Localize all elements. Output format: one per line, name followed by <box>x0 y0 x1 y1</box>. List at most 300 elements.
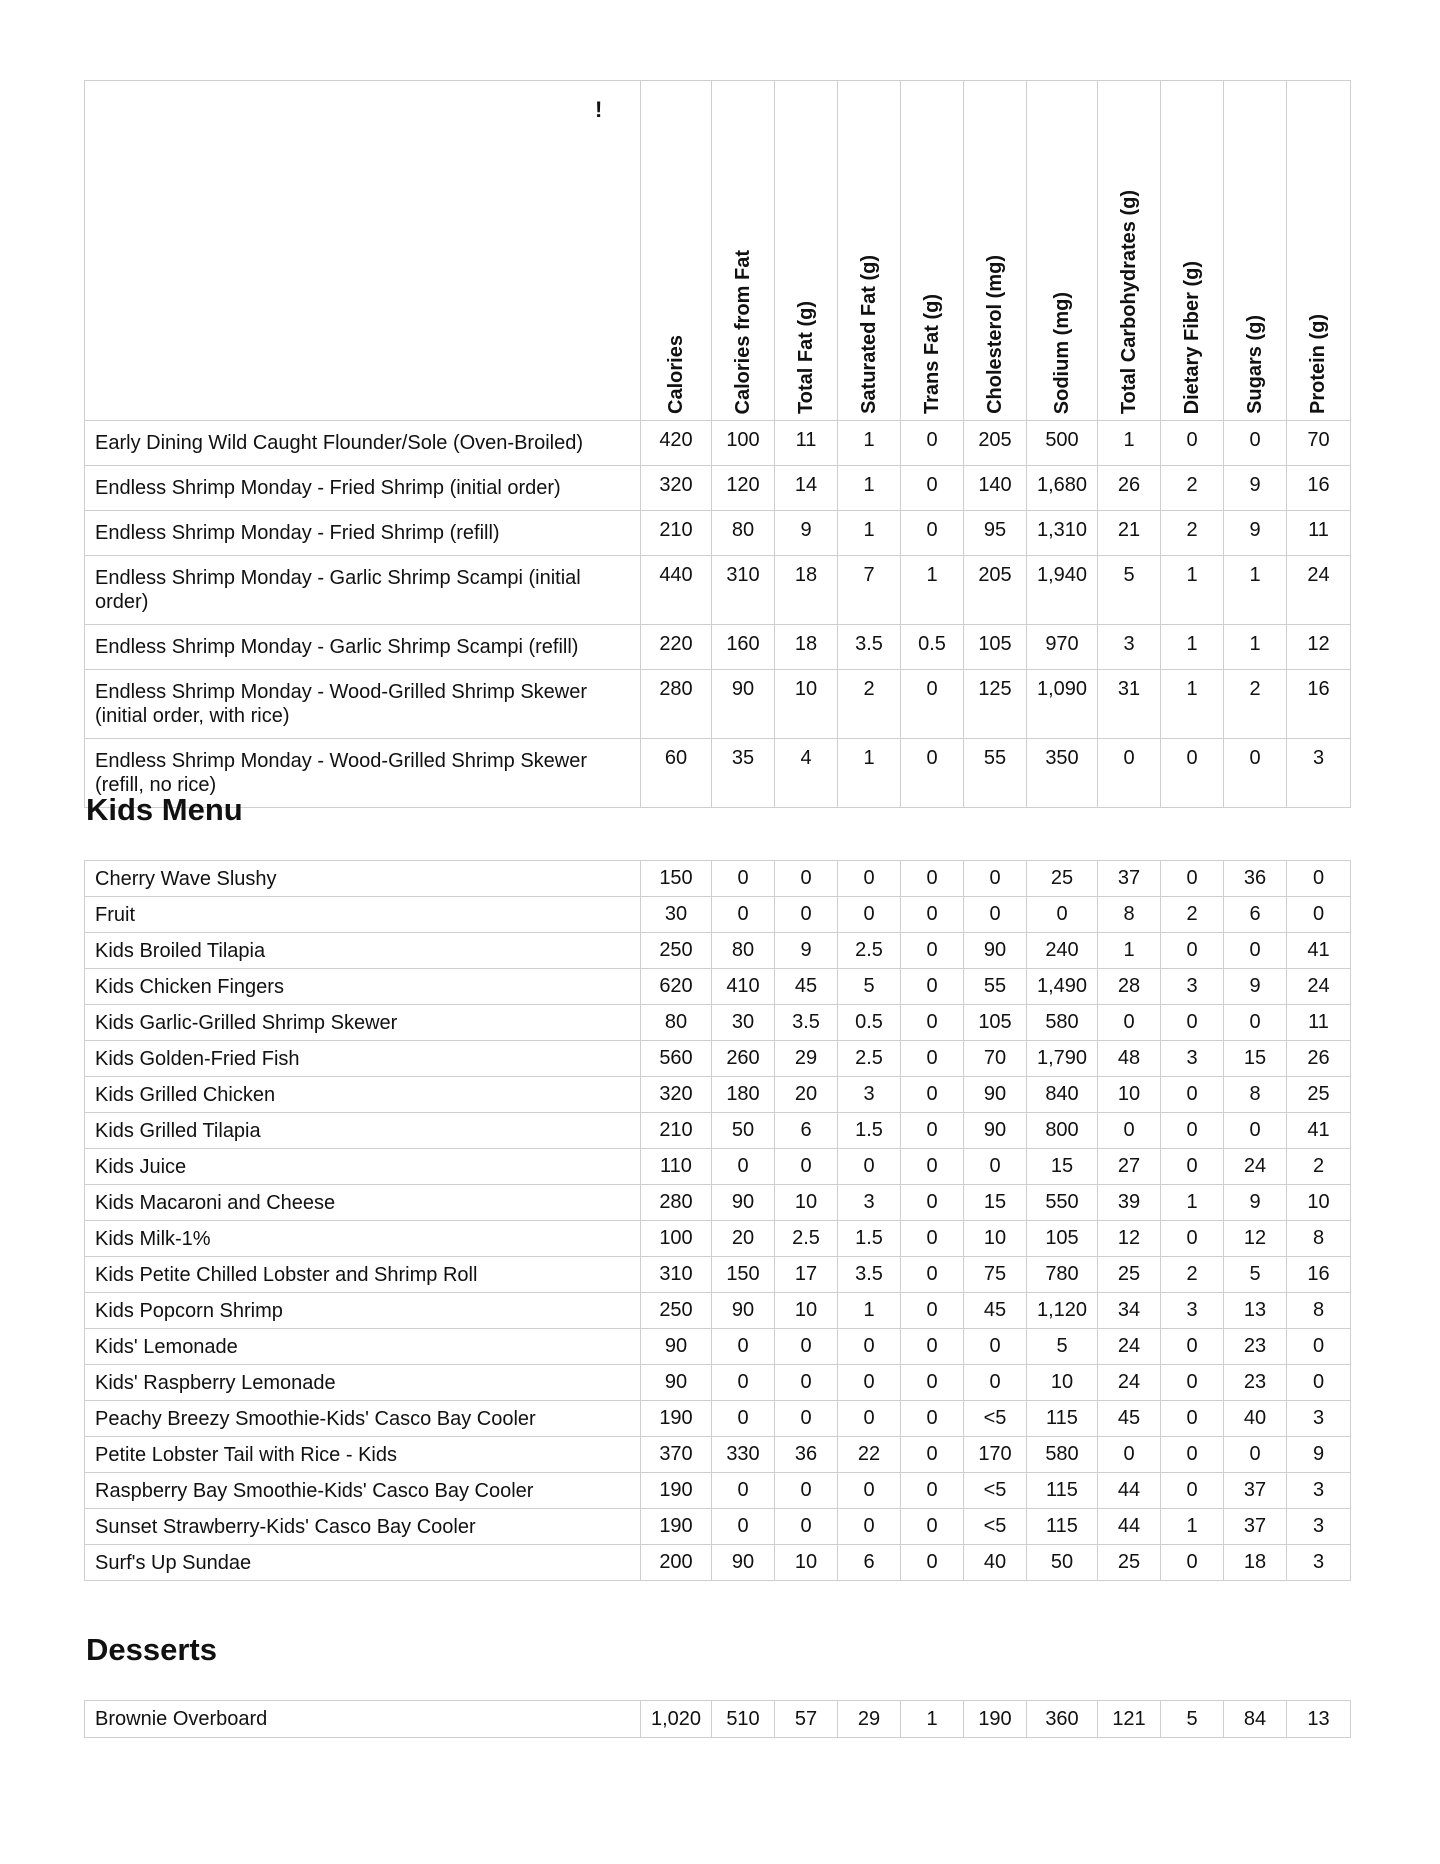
nutrient-value-cell: 16 <box>1287 670 1351 739</box>
nutrient-value-cell: 24 <box>1287 969 1351 1005</box>
column-header-label: Dietary Fiber (g) <box>1180 260 1203 414</box>
nutrient-value-cell: 280 <box>641 1185 712 1221</box>
nutrient-value-cell: 36 <box>775 1437 838 1473</box>
nutrient-value-cell: 0 <box>838 1473 901 1509</box>
nutrient-value-cell: 0 <box>1161 1149 1224 1185</box>
nutrient-value-cell: 0 <box>712 897 775 933</box>
nutrient-value-cell: 90 <box>641 1365 712 1401</box>
nutrient-value-cell: 1 <box>901 556 964 625</box>
nutrient-value-cell: 105 <box>964 625 1027 670</box>
table-row <box>85 1185 1351 1221</box>
table-row <box>85 1257 1351 1293</box>
nutrient-value-cell: 0 <box>901 897 964 933</box>
nutrient-value-cell: 3 <box>1161 1041 1224 1077</box>
nutrient-value-cell: 90 <box>964 933 1027 969</box>
nutrient-value-cell: 10 <box>1098 1077 1161 1113</box>
nutrient-value-cell: 0 <box>901 1041 964 1077</box>
item-name-cell: Sunset Strawberry-Kids' Casco Bay Cooler <box>85 1509 641 1545</box>
item-name-cell: Endless Shrimp Monday - Wood-Grilled Shrimp Skewer (initial order, with rice) <box>85 670 641 739</box>
nutrient-value-cell: 110 <box>641 1149 712 1185</box>
column-header <box>1287 81 1351 421</box>
nutrient-value-cell: 0 <box>775 1329 838 1365</box>
nutrient-value-cell: 0.5 <box>901 625 964 670</box>
nutrient-value-cell: 160 <box>712 625 775 670</box>
item-name-cell: Kids Juice <box>85 1149 641 1185</box>
table-row <box>85 739 1351 808</box>
item-name-cell: Endless Shrimp Monday - Fried Shrimp (refill) <box>85 511 641 556</box>
nutrient-value-cell: 30 <box>641 897 712 933</box>
column-header-label: Calories from Fat <box>731 249 754 414</box>
item-name-cell: Kids Popcorn Shrimp <box>85 1293 641 1329</box>
column-header <box>1098 81 1161 421</box>
nutrient-value-cell: 90 <box>712 670 775 739</box>
nutrient-value-cell: 3 <box>1287 1545 1351 1581</box>
nutrient-value-cell: 45 <box>1098 1401 1161 1437</box>
nutrient-value-cell: 0 <box>1224 933 1287 969</box>
item-name-cell: Kids Broiled Tilapia <box>85 933 641 969</box>
nutrient-value-cell: 18 <box>775 625 838 670</box>
nutrient-value-cell: 3 <box>838 1185 901 1221</box>
nutrient-value-cell: 23 <box>1224 1365 1287 1401</box>
nutrient-value-cell: 0 <box>901 861 964 897</box>
nutrient-value-cell: 0 <box>1161 421 1224 466</box>
nutrient-value-cell: 410 <box>712 969 775 1005</box>
column-header-row <box>85 81 1351 421</box>
nutrient-value-cell: 0 <box>838 1149 901 1185</box>
nutrient-value-cell: 15 <box>964 1185 1027 1221</box>
nutrient-value-cell: 205 <box>964 421 1027 466</box>
nutrient-value-cell: 0 <box>1161 1473 1224 1509</box>
nutrient-value-cell: 10 <box>775 1185 838 1221</box>
nutrient-value-cell: 1,120 <box>1027 1293 1098 1329</box>
table-row <box>85 1113 1351 1149</box>
nutrient-value-cell: 6 <box>838 1545 901 1581</box>
nutrient-value-cell: 20 <box>712 1221 775 1257</box>
nutrient-value-cell: 2 <box>1224 670 1287 739</box>
table-row <box>85 1545 1351 1581</box>
item-name-cell: Kids Golden-Fried Fish <box>85 1041 641 1077</box>
table-row <box>85 1701 1351 1738</box>
nutrient-value-cell: 121 <box>1098 1701 1161 1738</box>
nutrient-value-cell: 0 <box>901 466 964 511</box>
nutrient-value-cell: 90 <box>712 1545 775 1581</box>
nutrient-value-cell: 27 <box>1098 1149 1161 1185</box>
item-name-cell: Raspberry Bay Smoothie-Kids' Casco Bay Cooler <box>85 1473 641 1509</box>
exclamation-mark: ! <box>595 97 603 122</box>
table-row <box>85 897 1351 933</box>
nutrient-value-cell: 1,790 <box>1027 1041 1098 1077</box>
nutrient-value-cell: 840 <box>1027 1077 1098 1113</box>
nutrient-value-cell: 4 <box>775 739 838 808</box>
table-row <box>85 1401 1351 1437</box>
nutrient-value-cell: 3 <box>1287 739 1351 808</box>
item-name-cell: Kids Petite Chilled Lobster and Shrimp Roll <box>85 1257 641 1293</box>
nutrient-value-cell: 580 <box>1027 1437 1098 1473</box>
kids-menu-heading: Kids Menu <box>86 792 243 827</box>
nutrient-value-cell: 10 <box>1287 1185 1351 1221</box>
nutrient-value-cell: 37 <box>1224 1473 1287 1509</box>
nutrient-value-cell: 10 <box>775 1293 838 1329</box>
desserts-table-body <box>85 1701 1351 1738</box>
nutrient-value-cell: 2 <box>1161 511 1224 556</box>
nutrient-value-cell: 80 <box>641 1005 712 1041</box>
nutrition-table-kids <box>84 860 1351 1581</box>
nutrient-value-cell: 1 <box>1098 421 1161 466</box>
nutrient-value-cell: 370 <box>641 1437 712 1473</box>
nutrient-value-cell: 8 <box>1224 1077 1287 1113</box>
nutrient-value-cell: 50 <box>712 1113 775 1149</box>
nutrient-value-cell: 550 <box>1027 1185 1098 1221</box>
nutrient-value-cell: 0 <box>1287 897 1351 933</box>
nutrient-value-cell: 8 <box>1287 1293 1351 1329</box>
item-name-cell: Kids' Raspberry Lemonade <box>85 1365 641 1401</box>
nutrient-value-cell: 1 <box>1224 625 1287 670</box>
nutrient-value-cell: 9 <box>775 933 838 969</box>
nutrient-value-cell: 1.5 <box>838 1113 901 1149</box>
nutrient-value-cell: 5 <box>1224 1257 1287 1293</box>
nutrient-value-cell: 205 <box>964 556 1027 625</box>
nutrient-value-cell: 5 <box>1098 556 1161 625</box>
nutrient-value-cell: 18 <box>775 556 838 625</box>
nutrient-value-cell: 16 <box>1287 1257 1351 1293</box>
nutrient-value-cell: 120 <box>712 466 775 511</box>
nutrient-value-cell: 1,020 <box>641 1701 712 1738</box>
nutrient-value-cell: 115 <box>1027 1401 1098 1437</box>
nutrient-value-cell: 1,090 <box>1027 670 1098 739</box>
nutrient-value-cell: 100 <box>641 1221 712 1257</box>
nutrient-value-cell: 0 <box>901 1401 964 1437</box>
nutrient-value-cell: 11 <box>1287 511 1351 556</box>
nutrient-value-cell: 2 <box>1161 897 1224 933</box>
nutrient-value-cell: 90 <box>641 1329 712 1365</box>
table-row <box>85 1041 1351 1077</box>
nutrient-value-cell: 1 <box>838 511 901 556</box>
nutrient-value-cell: 780 <box>1027 1257 1098 1293</box>
nutrient-value-cell: 15 <box>1224 1041 1287 1077</box>
nutrient-value-cell: 1 <box>1098 933 1161 969</box>
nutrient-value-cell: 0 <box>901 969 964 1005</box>
nutrient-value-cell: 0 <box>1224 1437 1287 1473</box>
column-header <box>712 81 775 421</box>
nutrient-value-cell: 3 <box>1287 1401 1351 1437</box>
nutrient-value-cell: 0 <box>1287 1329 1351 1365</box>
nutrient-value-cell: 190 <box>641 1473 712 1509</box>
nutrient-value-cell: 0 <box>1224 1005 1287 1041</box>
table-row <box>85 625 1351 670</box>
nutrient-value-cell: 0 <box>964 1149 1027 1185</box>
nutrient-value-cell: 0 <box>901 1221 964 1257</box>
nutrient-value-cell: 3 <box>1161 969 1224 1005</box>
nutrient-value-cell: 420 <box>641 421 712 466</box>
nutrient-value-cell: 250 <box>641 933 712 969</box>
column-header <box>901 81 964 421</box>
item-name-cell: Fruit <box>85 897 641 933</box>
nutrient-value-cell: 28 <box>1098 969 1161 1005</box>
item-name-cell: Endless Shrimp Monday - Fried Shrimp (initial order) <box>85 466 641 511</box>
nutrient-value-cell: 140 <box>964 466 1027 511</box>
nutrient-value-cell: 310 <box>641 1257 712 1293</box>
nutrient-value-cell: 0 <box>775 897 838 933</box>
nutrient-value-cell: 0 <box>1161 739 1224 808</box>
nutrient-value-cell: 0 <box>712 1149 775 1185</box>
nutrient-value-cell: 0 <box>901 1005 964 1041</box>
nutrient-value-cell: 24 <box>1224 1149 1287 1185</box>
nutrient-value-cell: 0 <box>1161 933 1224 969</box>
nutrient-value-cell: 2 <box>1161 1257 1224 1293</box>
nutrient-value-cell: 24 <box>1287 556 1351 625</box>
nutrient-value-cell: 24 <box>1098 1365 1161 1401</box>
nutrient-value-cell: 17 <box>775 1257 838 1293</box>
nutrient-value-cell: 170 <box>964 1437 1027 1473</box>
nutrient-value-cell: 440 <box>641 556 712 625</box>
nutrient-value-cell: 320 <box>641 1077 712 1113</box>
nutrient-value-cell: 0 <box>775 861 838 897</box>
nutrient-value-cell: 41 <box>1287 933 1351 969</box>
nutrition-table-desserts <box>84 1700 1351 1738</box>
nutrient-value-cell: 0 <box>712 1473 775 1509</box>
nutrient-value-cell: 0 <box>838 1509 901 1545</box>
nutrient-value-cell: 80 <box>712 933 775 969</box>
column-header-label: Sugars (g) <box>1243 315 1266 414</box>
kids-table-body <box>85 861 1351 1581</box>
nutrient-value-cell: 55 <box>964 969 1027 1005</box>
nutrient-value-cell: 45 <box>775 969 838 1005</box>
nutrient-value-cell: 0 <box>1161 1545 1224 1581</box>
nutrient-value-cell: 190 <box>641 1401 712 1437</box>
nutrient-value-cell: 250 <box>641 1293 712 1329</box>
table-row <box>85 511 1351 556</box>
nutrient-value-cell: 1.5 <box>838 1221 901 1257</box>
nutrient-value-cell: 40 <box>1224 1401 1287 1437</box>
nutrient-value-cell: 1 <box>838 421 901 466</box>
nutrient-value-cell: 23 <box>1224 1329 1287 1365</box>
nutrient-value-cell: 330 <box>712 1437 775 1473</box>
nutrient-value-cell: 3.5 <box>775 1005 838 1041</box>
nutrient-value-cell: 0 <box>1098 739 1161 808</box>
nutrient-value-cell: 3 <box>1287 1473 1351 1509</box>
nutrient-value-cell: 1 <box>1161 670 1224 739</box>
nutrient-value-cell: 10 <box>1027 1365 1098 1401</box>
nutrient-value-cell: 0 <box>1098 1437 1161 1473</box>
nutrient-value-cell: 0 <box>901 511 964 556</box>
nutrient-value-cell: 60 <box>641 739 712 808</box>
nutrient-value-cell: 9 <box>1224 511 1287 556</box>
nutrient-value-cell: 1,490 <box>1027 969 1098 1005</box>
nutrient-value-cell: 0 <box>901 1473 964 1509</box>
item-name-cell: Cherry Wave Slushy <box>85 861 641 897</box>
nutrient-value-cell: 1,310 <box>1027 511 1098 556</box>
item-name-cell: Endless Shrimp Monday - Wood-Grilled Shrimp Skewer (refill, no rice) <box>85 739 641 808</box>
item-name-cell: Kids Milk-1% <box>85 1221 641 1257</box>
nutrient-value-cell: 22 <box>838 1437 901 1473</box>
nutrient-value-cell: 11 <box>1287 1005 1351 1041</box>
nutrient-value-cell: 57 <box>775 1701 838 1738</box>
nutrient-value-cell: 500 <box>1027 421 1098 466</box>
nutrient-value-cell: 35 <box>712 739 775 808</box>
nutrient-value-cell: 220 <box>641 625 712 670</box>
nutrient-value-cell: 0 <box>1224 739 1287 808</box>
item-name-cell: Kids Grilled Chicken <box>85 1077 641 1113</box>
nutrient-value-cell: 0 <box>1224 421 1287 466</box>
nutrient-value-cell: 0 <box>901 1437 964 1473</box>
nutrient-value-cell: 800 <box>1027 1113 1098 1149</box>
nutrient-value-cell: 1 <box>1161 556 1224 625</box>
nutrient-value-cell: 6 <box>775 1113 838 1149</box>
item-name-cell: Surf's Up Sundae <box>85 1545 641 1581</box>
column-header-label: Total Fat (g) <box>794 301 817 414</box>
nutrient-value-cell: 0 <box>1098 1005 1161 1041</box>
nutrient-value-cell: 3.5 <box>838 1257 901 1293</box>
nutrient-value-cell: 510 <box>712 1701 775 1738</box>
nutrient-value-cell: 1 <box>838 466 901 511</box>
main-table-body <box>85 421 1351 808</box>
nutrient-value-cell: 8 <box>1287 1221 1351 1257</box>
nutrient-value-cell: 90 <box>712 1185 775 1221</box>
nutrient-value-cell: 20 <box>775 1077 838 1113</box>
column-header <box>838 81 901 421</box>
nutrient-value-cell: 25 <box>1027 861 1098 897</box>
table-row <box>85 1437 1351 1473</box>
nutrient-value-cell: 2 <box>838 670 901 739</box>
item-name-cell: Kids Garlic-Grilled Shrimp Skewer <box>85 1005 641 1041</box>
nutrient-value-cell: 26 <box>1098 466 1161 511</box>
nutrient-value-cell: 95 <box>964 511 1027 556</box>
nutrient-value-cell: 3 <box>1098 625 1161 670</box>
nutrient-value-cell: 125 <box>964 670 1027 739</box>
nutrient-value-cell: 0 <box>964 1329 1027 1365</box>
nutrient-value-cell: 0 <box>901 1149 964 1185</box>
nutrient-value-cell: 100 <box>712 421 775 466</box>
item-name-cell: Kids' Lemonade <box>85 1329 641 1365</box>
nutrient-value-cell: 21 <box>1098 511 1161 556</box>
nutrient-value-cell: 3.5 <box>838 625 901 670</box>
nutrition-table-main <box>84 80 1351 808</box>
nutrient-value-cell: 50 <box>1027 1545 1098 1581</box>
column-header <box>1224 81 1287 421</box>
column-header-label: Protein (g) <box>1307 314 1329 414</box>
nutrient-value-cell: 0 <box>901 1293 964 1329</box>
item-name-cell: Kids Chicken Fingers <box>85 969 641 1005</box>
nutrient-value-cell: 0 <box>901 670 964 739</box>
item-name-cell: Brownie Overboard <box>85 1701 641 1738</box>
column-header-label: Calories <box>664 335 687 414</box>
item-name-cell: Kids Grilled Tilapia <box>85 1113 641 1149</box>
nutrient-value-cell: 0 <box>1161 1401 1224 1437</box>
table-row <box>85 1365 1351 1401</box>
item-name-cell: Petite Lobster Tail with Rice - Kids <box>85 1437 641 1473</box>
nutrient-value-cell: 0 <box>712 1401 775 1437</box>
nutrient-value-cell: 18 <box>1224 1545 1287 1581</box>
nutrient-value-cell: 360 <box>1027 1701 1098 1738</box>
nutrient-value-cell: 0 <box>1161 1221 1224 1257</box>
nutrient-value-cell: 0 <box>712 1509 775 1545</box>
item-name-cell: Endless Shrimp Monday - Garlic Shrimp Scampi (initial order) <box>85 556 641 625</box>
nutrient-value-cell: 3 <box>838 1077 901 1113</box>
nutrient-value-cell: 10 <box>775 1545 838 1581</box>
nutrient-value-cell: 0 <box>838 1329 901 1365</box>
nutrient-value-cell: 5 <box>838 969 901 1005</box>
nutrient-value-cell: 210 <box>641 1113 712 1149</box>
nutrient-value-cell: 34 <box>1098 1293 1161 1329</box>
nutrient-value-cell: 2.5 <box>838 933 901 969</box>
nutrient-value-cell: 0 <box>901 1365 964 1401</box>
nutrient-value-cell: 7 <box>838 556 901 625</box>
nutrient-value-cell: 55 <box>964 739 1027 808</box>
nutrient-value-cell: 2 <box>1161 466 1224 511</box>
nutrient-value-cell: 0 <box>901 1257 964 1293</box>
nutrient-value-cell: 0 <box>1161 1077 1224 1113</box>
nutrient-value-cell: 44 <box>1098 1473 1161 1509</box>
nutrient-value-cell: 1 <box>1161 625 1224 670</box>
nutrient-value-cell: 9 <box>1287 1437 1351 1473</box>
nutrient-value-cell: 80 <box>712 511 775 556</box>
table-row <box>85 1473 1351 1509</box>
column-header-label: Saturated Fat (g) <box>857 255 880 414</box>
item-name-cell: Kids Macaroni and Cheese <box>85 1185 641 1221</box>
nutrient-value-cell: 1,680 <box>1027 466 1098 511</box>
nutrient-value-cell: 6 <box>1224 897 1287 933</box>
nutrient-value-cell: 150 <box>641 861 712 897</box>
nutrient-value-cell: 16 <box>1287 466 1351 511</box>
nutrient-value-cell: 9 <box>1224 969 1287 1005</box>
nutrient-value-cell: 0 <box>1287 861 1351 897</box>
nutrient-value-cell: 1 <box>901 1701 964 1738</box>
item-name-cell: Endless Shrimp Monday - Garlic Shrimp Scampi (refill) <box>85 625 641 670</box>
nutrient-value-cell: 0 <box>1161 861 1224 897</box>
nutrient-value-cell: 105 <box>964 1005 1027 1041</box>
nutrient-value-cell: 970 <box>1027 625 1098 670</box>
nutrient-value-cell: 0 <box>775 1149 838 1185</box>
table-row <box>85 1077 1351 1113</box>
nutrient-value-cell: 0 <box>964 897 1027 933</box>
nutrient-value-cell: 30 <box>712 1005 775 1041</box>
nutrient-value-cell: 2.5 <box>838 1041 901 1077</box>
nutrient-value-cell: 1 <box>1224 556 1287 625</box>
column-header <box>1161 81 1224 421</box>
column-header <box>1027 81 1098 421</box>
nutrient-value-cell: 10 <box>775 670 838 739</box>
nutrient-value-cell: 0 <box>1027 897 1098 933</box>
nutrient-value-cell: 14 <box>775 466 838 511</box>
nutrient-value-cell: 90 <box>964 1077 1027 1113</box>
table-row <box>85 1005 1351 1041</box>
table-row <box>85 421 1351 466</box>
nutrient-value-cell: 150 <box>712 1257 775 1293</box>
nutrient-value-cell: 350 <box>1027 739 1098 808</box>
column-header-label: Trans Fat (g) <box>920 293 943 414</box>
nutrient-value-cell: 12 <box>1224 1221 1287 1257</box>
nutrient-value-cell: 31 <box>1098 670 1161 739</box>
nutrient-value-cell: 9 <box>1224 1185 1287 1221</box>
table-row <box>85 933 1351 969</box>
nutrient-value-cell: 5 <box>1027 1329 1098 1365</box>
table-row <box>85 1293 1351 1329</box>
nutrient-value-cell: 0 <box>1161 1329 1224 1365</box>
nutrient-value-cell: 10 <box>964 1221 1027 1257</box>
nutrient-value-cell: 15 <box>1027 1149 1098 1185</box>
item-name-cell: Peachy Breezy Smoothie-Kids' Casco Bay Cooler <box>85 1401 641 1437</box>
nutrient-value-cell: 0 <box>1098 1113 1161 1149</box>
nutrient-value-cell: 240 <box>1027 933 1098 969</box>
column-header <box>964 81 1027 421</box>
nutrient-value-cell: 0 <box>901 1077 964 1113</box>
nutrient-value-cell: 90 <box>964 1113 1027 1149</box>
nutrient-value-cell: 260 <box>712 1041 775 1077</box>
nutrient-value-cell: 0 <box>775 1365 838 1401</box>
nutrient-value-cell: 115 <box>1027 1509 1098 1545</box>
nutrient-value-cell: 0 <box>1161 1365 1224 1401</box>
nutrient-value-cell: 190 <box>964 1701 1027 1738</box>
